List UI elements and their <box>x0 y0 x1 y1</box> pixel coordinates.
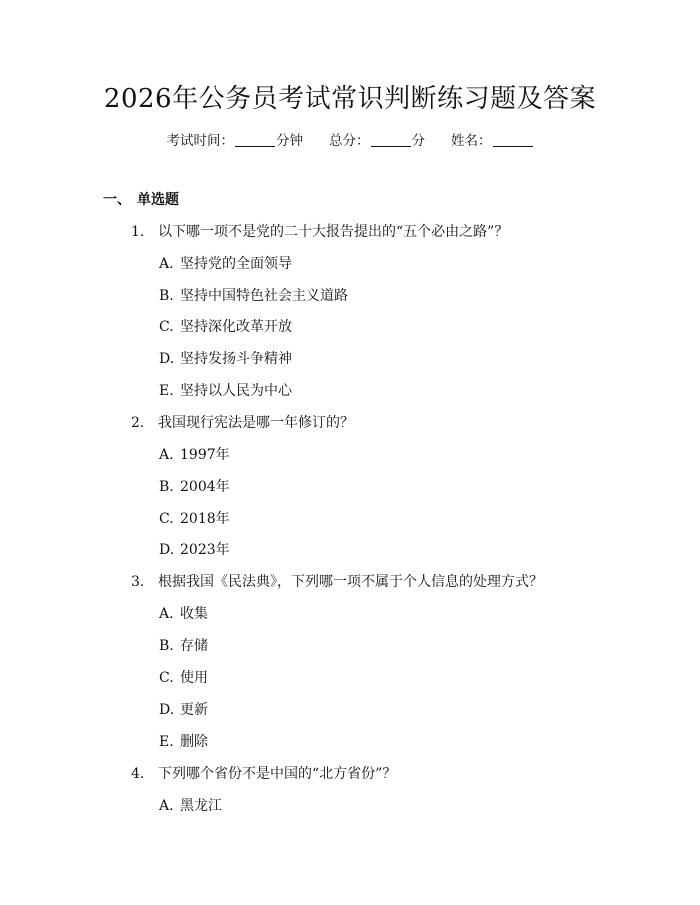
option-letter: B. <box>159 638 174 654</box>
question-3 <box>131 572 543 592</box>
exam-time-label: 考试时间： <box>166 133 234 149</box>
question-3-option-a <box>159 604 208 624</box>
question-text: 下列哪个省份不是中国的“北方省份”？ <box>158 766 397 782</box>
question-1-option-e <box>159 381 292 401</box>
option-text: 存储 <box>180 638 208 654</box>
option-letter: A. <box>159 798 174 814</box>
question-text: 以下哪一项不是党的二十大报告提出的“五个必由之路”？ <box>158 224 509 240</box>
section-number: 一、 <box>103 192 131 208</box>
option-letter: C. <box>159 319 174 335</box>
option-text: 坚持中国特色社会主义道路 <box>180 288 348 304</box>
option-text: 使用 <box>180 670 208 686</box>
question-1 <box>131 222 508 242</box>
total-score-label: 总分： <box>329 133 370 149</box>
option-text: 黑龙江 <box>180 798 222 814</box>
option-letter: A. <box>159 256 174 272</box>
option-letter: D. <box>159 351 175 367</box>
exam-time-unit: 分钟 <box>276 133 303 149</box>
section-title: 单选题 <box>137 192 179 208</box>
exam-time-blank <box>235 132 275 147</box>
document-title: 2026年公务员考试常识判断练习题及答案 <box>103 84 597 114</box>
option-text: 删除 <box>180 734 208 750</box>
option-text: 2004年 <box>180 479 230 495</box>
option-letter: C. <box>159 670 174 686</box>
question-text: 根据我国《民法典》，下列哪一项不属于个人信息的处理方式？ <box>158 574 543 590</box>
option-letter: D. <box>159 702 175 718</box>
question-2-option-b <box>159 477 230 497</box>
option-text: 1997年 <box>180 447 230 463</box>
question-1-option-c <box>159 317 292 337</box>
option-text: 2018年 <box>180 511 230 527</box>
option-text: 坚持深化改革开放 <box>180 319 292 335</box>
option-letter: A. <box>159 606 174 622</box>
section-heading <box>103 190 179 210</box>
question-2-option-d <box>159 540 230 560</box>
question-4-option-a <box>159 796 222 816</box>
question-text: 我国现行宪法是哪一年修订的？ <box>158 415 354 431</box>
question-3-option-b <box>159 636 208 656</box>
total-score-field <box>329 131 425 151</box>
option-letter: A. <box>159 447 174 463</box>
name-label: 姓名： <box>451 133 492 149</box>
question-3-option-d <box>159 700 208 720</box>
question-2-option-c <box>159 509 230 529</box>
total-score-unit: 分 <box>411 133 425 149</box>
option-letter: D. <box>159 542 175 558</box>
question-1-option-d <box>159 349 292 369</box>
question-1-option-a <box>159 254 292 274</box>
option-text: 收集 <box>180 606 208 622</box>
question-4 <box>131 764 396 784</box>
question-number: 2. <box>131 415 145 431</box>
question-number: 1. <box>131 224 145 240</box>
option-text: 坚持发扬斗争精神 <box>180 351 292 367</box>
option-text: 坚持以人民为中心 <box>180 383 292 399</box>
question-number: 3. <box>131 574 145 590</box>
total-score-blank <box>371 132 411 147</box>
option-text: 坚持党的全面领导 <box>180 256 292 272</box>
option-text: 2023年 <box>180 542 230 558</box>
option-letter: E. <box>159 734 174 750</box>
exam-time-field <box>167 131 304 151</box>
question-number: 4. <box>131 766 145 782</box>
exam-meta-line <box>0 131 700 151</box>
question-1-option-b <box>159 286 348 306</box>
option-letter: B. <box>159 288 174 304</box>
question-3-option-e <box>159 732 208 752</box>
question-2-option-a <box>159 445 230 465</box>
option-letter: C. <box>159 511 174 527</box>
option-text: 更新 <box>180 702 208 718</box>
question-2 <box>131 413 354 433</box>
option-letter: E. <box>159 383 174 399</box>
name-field <box>451 131 534 151</box>
name-blank <box>493 132 533 147</box>
option-letter: B. <box>159 479 174 495</box>
question-3-option-c <box>159 668 208 688</box>
